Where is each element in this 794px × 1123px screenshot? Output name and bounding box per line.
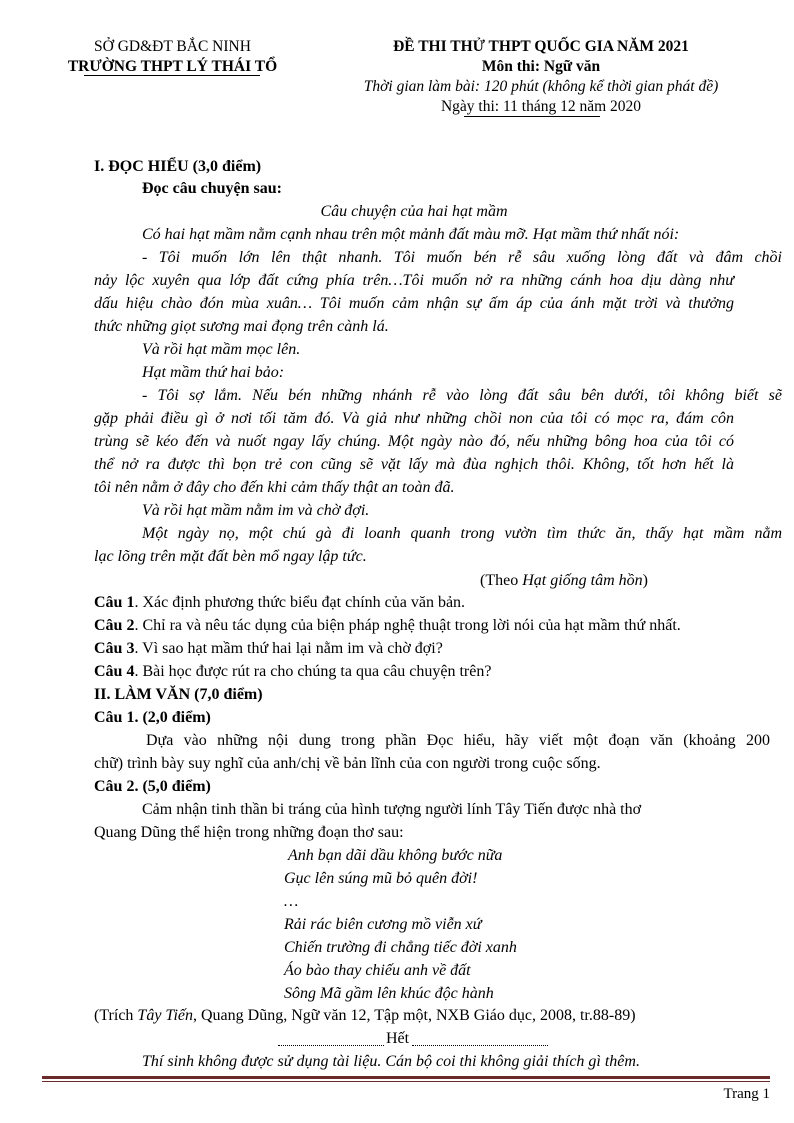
- exam-subject: Môn thi: Ngữ văn: [481, 58, 601, 75]
- question-2: [94, 615, 734, 637]
- story-line: thức những giọt sương mai đọng trên cành lá.: [94, 318, 389, 335]
- header-right: [336, 37, 746, 117]
- essay-q1-line: chữ) trình bày suy nghĩ của anh/chị về bản lĩnh của con người trong cuộc sống.: [94, 755, 601, 772]
- footer-rule-thin: [42, 1081, 770, 1082]
- essay-q2-heading: Câu 2. (5,0 điểm): [94, 778, 211, 795]
- citation-suffix: , Quang Dũng, Ngữ văn 12, Tập một, NXB Giáo dục, 2008, tr.88-89): [192, 1007, 636, 1024]
- question-label: Câu 1: [94, 594, 135, 611]
- exam-title: ĐỀ THI THỬ THPT QUỐC GIA NĂM 2021: [393, 38, 689, 55]
- citation-title: Tây Tiến: [137, 1007, 193, 1024]
- date-underline: [464, 116, 600, 117]
- question-text: . Chỉ ra và nêu tác dụng của biện pháp nghệ thuật trong lời nói của hạt mầm thứ nhất.: [134, 617, 681, 634]
- story-line: tôi nên nằm ở đây cho đến khi cảm thấy thật an toàn đã.: [94, 479, 455, 496]
- end-dotted-right: [412, 1045, 548, 1046]
- question-label: Câu 4: [94, 663, 135, 680]
- part2-heading: II. LÀM VĂN (7,0 điểm): [94, 686, 263, 703]
- story-line: gặp phải điều gì ở nơi tối tăm đó. Và giả như những chồi non của tôi có mọc ra, đám côn: [94, 410, 734, 427]
- department-name: SỞ GD&ĐT BẮC NINH: [94, 38, 251, 55]
- exam-time: Thời gian làm bài: 120 phút (không kể thời gian phát đề): [363, 78, 719, 95]
- story-title: Câu chuyện của hai hạt mầm: [320, 203, 508, 220]
- footer-rule: [42, 1076, 770, 1079]
- source-prefix: (Theo: [480, 572, 523, 589]
- question-1: [94, 592, 734, 614]
- end-dotted-left: [278, 1045, 384, 1046]
- story-line: trùng sẽ kéo đến và nuốt ngay lấy chúng. Một ngày nào đó, nếu những bông hoa của tôi có: [94, 433, 734, 450]
- poem-line: Gục lên súng mũ bỏ quên đời!: [284, 870, 478, 887]
- part1-heading: I. ĐỌC HIỂU (3,0 điểm): [94, 158, 262, 175]
- story-line: - Tôi muốn lớn lên thật nhanh. Tôi muốn bén rễ sâu xuống lòng đất và đâm chồi: [142, 249, 782, 266]
- story-line: nảy lộc xuyên qua lớp đất cứng phía trên…Tôi muốn nở ra những cánh hoa dịu dàng như: [94, 272, 734, 289]
- header-left: [60, 37, 285, 77]
- poem-citation: [94, 1005, 734, 1027]
- source-title: Hạt giống tâm hồn: [522, 572, 643, 589]
- exam-date: Ngày thi: 11 tháng 12 năm 2020: [440, 98, 642, 115]
- story-line: Và rồi hạt mầm nằm im và chờ đợi.: [142, 502, 370, 519]
- source-suffix: ): [642, 572, 648, 589]
- question-label: Câu 3: [94, 640, 135, 657]
- story-line: Một ngày nọ, một chú gà đi loanh quanh trong vườn tìm thức ăn, thấy hạt mầm nằm: [142, 525, 782, 542]
- question-text: . Vì sao hạt mầm thứ hai lại nằm im và chờ đợi?: [134, 640, 443, 657]
- page-number: Trang 1: [723, 1086, 770, 1102]
- story-line: thể nở ra được thì bọn trẻ con cũng sẽ vặt lấy mà đùa nghịch thôi. Không, tốt hơn hết là: [94, 456, 734, 473]
- story-line: Có hai hạt mầm nằm cạnh nhau trên một mảnh đất màu mỡ. Hạt mầm thứ nhất nói:: [142, 226, 680, 243]
- question-text: . Xác định phương thức biểu đạt chính của văn bản.: [134, 594, 466, 611]
- story-source: [480, 570, 648, 592]
- question-label: Câu 2: [94, 617, 135, 634]
- story-line: lạc lõng trên mặt đất bèn mổ ngay lập tức.: [94, 548, 367, 565]
- poem-line: Anh bạn dãi dầu không bước nữa: [288, 847, 503, 864]
- school-name: TRƯỜNG THPT LÝ THÁI TỔ: [67, 58, 278, 75]
- story-line: Và rồi hạt mầm mọc lên.: [142, 341, 301, 358]
- exam-note: Thí sinh không được sử dụng tài liệu. Cán bộ coi thi không giải thích gì thêm.: [142, 1053, 640, 1070]
- citation-prefix: (Trích: [94, 1007, 138, 1024]
- school-underline: [84, 75, 260, 76]
- story-line: Hạt mầm thứ hai bảo:: [142, 364, 285, 381]
- poem-line: …: [284, 893, 299, 910]
- question-4: [94, 661, 734, 683]
- essay-q1-heading: Câu 1. (2,0 điểm): [94, 709, 211, 726]
- poem-line: Áo bào thay chiếu anh về đất: [284, 962, 471, 979]
- story-line: dấu hiệu chào đón mùa xuân… Tôi muốn cảm nhận sự ấm áp của ánh mặt trời và thưởng: [94, 295, 734, 312]
- part1-instruction: Đọc câu chuyện sau:: [142, 180, 283, 197]
- end-marker: Hết: [386, 1030, 410, 1047]
- question-text: . Bài học được rút ra cho chúng ta qua câu chuyện trên?: [134, 663, 492, 680]
- poem-line: Chiến trường đi chẳng tiếc đời xanh: [284, 939, 517, 956]
- question-3: [94, 638, 734, 660]
- poem-line: Rải rác biên cương mồ viễn xứ: [284, 916, 482, 933]
- essay-q1-line: Dựa vào những nội dung trong phần Đọc hiểu, hãy viết một đoạn văn (khoảng 200: [146, 732, 770, 749]
- poem-line: Sông Mã gầm lên khúc độc hành: [284, 985, 494, 1002]
- essay-q2-line: Cảm nhận tinh thần bi tráng của hình tượng người lính Tây Tiến được nhà thơ: [142, 801, 642, 818]
- essay-q2-line: Quang Dũng thể hiện trong những đoạn thơ sau:: [94, 824, 404, 841]
- story-line: - Tôi sợ lắm. Nếu bén những nhánh rễ vào lòng đất sâu bên dưới, tôi không biết sẽ: [142, 387, 782, 404]
